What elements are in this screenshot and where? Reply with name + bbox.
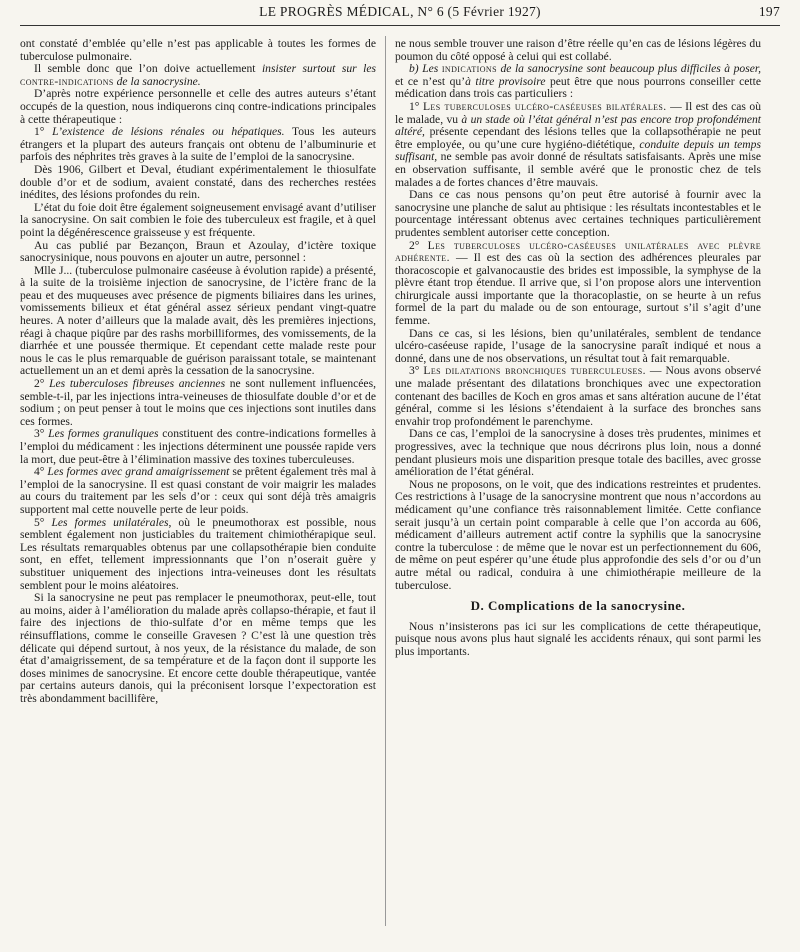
paragraph: Au cas publié par Bezançon, Braun et Azoulay, d’ictère toxique sanocrysinique, nous pouvons en ajouter un autre, personnel :	[20, 238, 376, 265]
paragraph: L’état du foie doit être également soigneusement envisagé avant d’utiliser la sanocrysine. On sait combien le foie des tuberculeux est fragile, et à quel point la dégénérescence graisseuse y est fréquente.	[20, 200, 376, 239]
contraindication-1: 1° L’existence de lésions rénales ou hépatiques. Tous les auteurs étrangers et la plupart des auteurs français ont obtenu de l’albuminurie et parfois des néphrites très graves à la suite de l’emploi de la sanocrysine.	[20, 125, 376, 164]
contraindication-5: 5° Les formes unilatérales, où le pneumothorax est possible, nous semblent également non justiciables du traitement chimiothérapique seul. Les résultats remarquables obtenus par une collapsothérapie bien conduite sont, en effet, tellement impressionnants que l’on n’oserait guère y substituer uniquement des injections intra-veineuses dont les résultats semblent pour le moins aléatoires.	[20, 515, 376, 592]
paragraph: Si la sanocrysine ne peut pas remplacer le pneumothorax, peut-elle, tout au moins, aider à l’amélioration du malade après collapso-thérapie, et faut il faire des injections de thio-sulfate d’or en même temps que les réinsufflations, comme le conseille Gravesen ? C’est là une question très délicate qui dépend surtout, à nos yeux, de la résistance du malade, de son état d’amaigrissement, de sa température et de la façon dont il supporte les doses minimes de sanocrysine. Et encore cette double thérapeutique, vantée par certains auteurs danois, qui la préconisent lorsque l’expectoration est très abondamment bacillifère,	[20, 591, 376, 705]
page-number: 197	[758, 4, 780, 19]
header-rule	[20, 25, 780, 26]
paragraph: D’après notre expérience personnelle et celle des autres auteurs s’étant occupés de la question, nous indiquerons cinq contre-indications principales à cette thérapeutique :	[20, 87, 376, 126]
column-divider	[385, 36, 386, 926]
paragraph: ont constaté d’emblée qu’elle n’est pas applicable à toutes les formes de tuberculose pulmonaire.	[20, 37, 376, 63]
paragraph: Dans ce cas, l’emploi de la sanocrysine à doses très prudentes, minimes et progressives, avec la technique que nous décrirons plus loin, nous a donné pendant plusieurs mois une disparition presque totale des bacilles, avec grosse amélioration de l’état général.	[395, 427, 761, 479]
indication-1: 1° Les tuberculoses ulcéro-caséeuses bilatérales. — Il est des cas où le malade, vu à un stade où l’état général n’est pas encore trop profondément altéré, présente cependant des lésions telles que la collapsothérapie ne peut être employée, ou qu’une cure hygiéno-diététique, conduite depuis un temps suffisant, ne semble pas avoir donné de résultats satisfaisants. Après une mise en observation suffisante, il semble avéré que le pronostic chez de tels malades a de fortes chances d’être mauvais.	[395, 99, 761, 189]
left-column	[20, 38, 376, 705]
paragraph: Il semble donc que l’on doive actuellement insister surtout sur les contre-indications de la sanocrysine.	[20, 62, 376, 88]
paragraph: Dans ce cas nous pensons qu’on peut être autorisé à fournir avec la sanocrysine une planche de salut au phtisique : les résultats incontestables et le pourcentage intéressant obtenus avec certaines techniques particulièrement prudentes semblent autoriser cette conception.	[395, 188, 761, 239]
indication-2: 2° Les tuberculoses ulcéro-caséeuses unilatérales avec plèvre adhérente. — Il est des cas où la section des adhérences pleurales par thoracoscopie et galvanocaustie des brides est impossible, la symphyse de la plèvre étant trop étendue. Il arrive que, si l’on propose alors une intervention chirurgicale aussi importante que la thoracoplastie, on se heurte à un refus formel de la part du malade ou de son entourage, surtout s’il s’agit d’une femme.	[395, 238, 761, 328]
contraindication-2: 2° Les tuberculoses fibreuses anciennes ne sont nullement influencées, semble-t-il, par les injections intra-veineuses de thiosulfate double d’or et de sodium ; on peut penser à tout le moins que ces injections sont inutiles dans ces formes.	[20, 377, 376, 428]
paragraph: Dès 1906, Gilbert et Deval, étudiant expérimentalement le thiosulfate double d’or et de sodium, avaient constaté, dans des recherches restées inédites, des lésions profondes du rein.	[20, 162, 376, 202]
journal-title: LE PROGRÈS MÉDICAL, N° 6 (5 Février 1927)	[259, 4, 541, 19]
section-heading: D. Complications de la sanocrysine.	[470, 598, 686, 614]
indications-intro: b) Les indications de la sanocrysine sont beaucoup plus difficiles à poser, et ce n’est qu’à titre provisoire peut être que nous pourrons conseiller cette médication dans trois cas particuliers :	[395, 62, 761, 101]
indication-3: 3° Les dilatations bronchiques tuberculeuses. — Nous avons observé une malade présentant des dilatations bronchiques avec une expectoration contenant des bacilles de Koch en gros amas et sans altération aucune de l’état général, comme si les lésions s’étendaient à la surface des bronches sans envahir trop profondément le parenchyme.	[395, 364, 761, 428]
paragraph: Dans ce cas, si les lésions, bien qu’unilatérales, semblent de tendance ulcéro-caséeuse rapide, l’usage de la sanocrysine paraît indiqué et nous a donné, dans une de nos observations, un résultat tout à fait remarquable.	[395, 326, 761, 365]
contraindication-3: 3° Les formes granuliques constituent des contre-indications formelles à l’emploi du médicament : les injections déterminent une poussée rapide vers la mort, due peut-être à l’élimination massive des toxines tuberculeuses.	[20, 427, 376, 466]
case-report: Mlle J... (tuberculose pulmonaire caséeuse à évolution rapide) a présenté, à la suite de la troisième injection de sanocrysine, de l’ictère franc de la peau et des muqueuses avec présence de pigments biliaires dans les urines, vomissements bilieux et état général assez sérieux pendant vingt-quatre heures. A noter d’ailleurs que la malade avait, dès les premières injections, réagi à chaque piqûre par des rashs morbilliformes, des vomissements, de la diarrhée et une poussée thermique. Et cependant cette malade reste pour nous le cas le plus remarquable de guérison paraissant totale, se maintenant actuellement un an et demi après la cessation de la sanocrysine.	[20, 263, 376, 378]
paragraph: ne nous semble trouver une raison d’être réelle qu’en cas de lésions légères du poumon du côté opposé à celui qui est collabé.	[395, 37, 761, 63]
paragraph: Nous ne proposons, on le voit, que des indications restreintes et prudentes. Ces restrictions à l’usage de la sanocrysine montrent que nous n’accordons au médicament qu’une confiance très raisonnablement limitée. Cette confiance serait jusqu’à un certain point comparable à celle que l’on accorda au 606, médicament d’ailleurs autrement actif contre la syphilis que la sanocrysine contre la tuberculose : de même que le novar est un perfectionnement du 606, de même on peut espérer qu’une étude plus approfondie des sels d’or ou d’un autre métal ou radical, conduira à une chimiothérapie meilleure de la tuberculose.	[395, 477, 761, 592]
contraindication-4: 4° Les formes avec grand amaigrissement se prêtent également très mal à l’emploi de la sanocrysine. Il est quasi constant de voir maigrir les malades au cours du traitement par les sels d’or : ceux qui sont déjà très amaigris supportent mal cette nouvelle perte de leur poids.	[20, 465, 376, 516]
page-header	[20, 4, 780, 24]
right-column	[395, 38, 761, 659]
paragraph: Nous n’insisterons pas ici sur les complications de cette thérapeutique, puisque nous avons plus haut signalé les accidents rénaux, qui sont parmi les plus importants.	[395, 619, 761, 658]
